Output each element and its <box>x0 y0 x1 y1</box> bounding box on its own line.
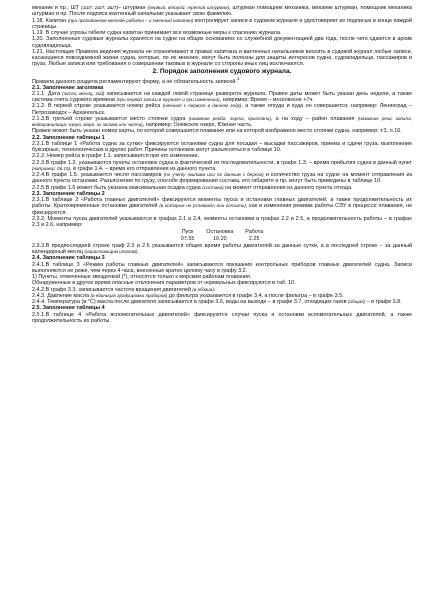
text-run: механик и пр.; ШТ <box>32 5 82 11</box>
text-run: 2.4.3. Давление масла <box>32 292 91 299</box>
text-run: , например: Время – московское +7ч. <box>219 97 314 104</box>
section-title: 2. Порядок заполнения судового журнала. <box>152 67 292 75</box>
paragraph <box>32 116 412 129</box>
text-run: 2.5.1.В таблице 4 «Работа вспомогательных двигателей» фиксируются случаи пуска и остановки вспомогательных двигателей, а также продолжительность их работы. <box>32 311 412 324</box>
italic-note: (при первой записи в журнале и при изменении) <box>116 97 220 103</box>
text-run: , в графе 1.4. – время его отправления из данного пункта. <box>70 165 217 172</box>
text-run: – в графе 3.8. <box>365 299 402 306</box>
subsection-heading: 2.4. Заполнение таблицы 3 <box>32 255 105 262</box>
example-table-column <box>206 229 233 242</box>
italic-note: (по учету экипажа или по данным с берега) <box>163 172 264 178</box>
table-value-cell: 2.25 <box>248 235 260 242</box>
text-run: 2.1.3.В третьей строке указывается место стоянки судна <box>32 115 189 122</box>
footnote-mark: 1 <box>236 75 240 81</box>
text-run: . <box>213 286 216 293</box>
italic-note: (общая) <box>347 299 366 305</box>
paragraph <box>32 216 412 229</box>
text-run: , например: Онежское озеро, Южная часть. <box>142 122 253 129</box>
paragraph <box>32 128 412 134</box>
paragraph <box>32 76 412 85</box>
text-run: 2.2.5.В графе 1.6 может быть указана максимальная осадка судна <box>32 184 203 191</box>
paragraph <box>32 103 412 116</box>
paragraph <box>32 312 412 325</box>
text-run: контролирует записи в судовом журнале и удостоверяет их подписью в конце каждой страницы. <box>32 17 412 30</box>
italic-note: (в об/мин) <box>192 286 214 292</box>
paragraph <box>32 172 412 185</box>
table-header-cell: Работа <box>245 229 264 236</box>
paragraph <box>32 18 412 31</box>
example-table-column <box>181 229 195 242</box>
paragraph <box>32 262 412 275</box>
text-run: 2.4.4. Температура (в °С) масла после двигателя записывается в графе 3.6, воды на выходе – в графе 3.7, отходящих газов <box>32 299 348 306</box>
text-run: 1) Пункты, отмеченные звездочкой (*), относятся только к морским районам плавания. <box>32 274 252 281</box>
table-value-cell: 07.55 <box>180 235 195 242</box>
text-run: и количество груза на судне на момент отправления из данного пункта остановки. Разъяснения по грузу, способе формирования состава, его габарите и пр. могут быть приведены в таблице 10. <box>32 172 412 185</box>
italic-note: (название рейда, порта, пристани) <box>188 115 271 121</box>
paragraph <box>32 5 412 18</box>
table-header-cell: Пуск <box>181 229 194 236</box>
text-run: 2.4.2.В графе 3.3. записывается частота вращения двигателей <box>32 286 193 293</box>
table-value-cell: 10.20 <box>213 235 227 242</box>
italic-note: (в которые не успевают они остыть) <box>159 203 246 209</box>
text-run: Обнаруженные в другое время опасные отклонения параметров от нормальных фиксируются в таб. 10. <box>32 280 296 287</box>
paragraph <box>32 141 412 154</box>
italic-note: (начиная с первого в данном году) <box>162 103 242 109</box>
text-run: 2.3.1.В таблице 2 «Работа главных двигателей» фиксируются моменты пуска и остановки главных двигателей, а также продолжительность их работы. Кратковременные остановки двигателей <box>32 197 412 210</box>
paragraph <box>32 160 412 173</box>
text-run: , а на ходу – район плавания <box>270 115 358 122</box>
text-run: 2.4.1.В таблице 3 «Режим работы главных двигателей» записываются показания контрольных приборов главных двигателей судна. Записи выполняются не реже, чем через 4 часа, внесенные кратно целому часу в графу 3.2. <box>32 261 412 274</box>
paragraph <box>32 36 412 49</box>
text-run: , а также откуда и куда он совершается, например: Ленинград – Петрозаводск – Архангельск. <box>32 103 412 116</box>
text-run: 2.3.2. Моменты пуска двигателей указываются в графах 2.1 и 2.4, моменты остановки в графах 2.2 и 2.5, а продолжительность работы – в графах 2.3 и 2.6, например: <box>32 215 412 229</box>
italic-note: (нарастающим итогом) <box>84 249 138 255</box>
italic-note: (например: 06.15) <box>32 165 71 171</box>
text-run: 1.20. Заполненные судовые журналы хранятся на судне на общих основаниях со служебной документацией два года, после чего сдаются в архив судовладельца. <box>32 36 412 49</box>
text-run: . <box>137 249 139 256</box>
example-table-column <box>245 229 263 242</box>
example-table <box>32 229 412 242</box>
table-header-cell: Остановка <box>206 229 234 236</box>
italic-note: (при прогаданном методе работы – и сменный капитан) <box>67 17 194 23</box>
subsection-heading: 2.3. Заполнение таблицы 2 <box>32 190 105 197</box>
text-run: 2.3.3.В предпоследней строке граф 2.3 и 2.6 указывается общее время работы двигателей за данные сутки, а в последней строке – за данный календарный месяц <box>32 242 412 256</box>
subsection-heading: 2.5. Заполнение таблицы 4 <box>32 305 105 312</box>
paragraph <box>32 243 412 256</box>
text-run: , штурман помощник механика, механик штурман, помощник механика штурман и пр. После подписи вахтенный начальник указывает свою фамилию. <box>32 5 413 18</box>
text-run: записывается на каждой левой странице разворота журнала. Правее даты может быть указан день недели, а также система счета судового времени <box>32 90 412 104</box>
text-run: 2.1.1. Дата <box>32 90 63 97</box>
text-run: на момент отправления из данного пункта отхода. <box>223 184 353 191</box>
text-run: Правее может быть указан номер карты, по которой совершается плавание или на которой изображено место стоянки судна, например: т.3, л.16. <box>32 128 402 135</box>
italic-note: (состава) <box>202 184 224 190</box>
text-run: до фильтра указывается в графе 3.4, а после фильтра – в графе 3.5. <box>167 292 344 299</box>
italic-note: (число, месяц, год) <box>62 90 105 96</box>
text-run: – штурман <box>118 5 148 11</box>
paragraph <box>32 91 412 104</box>
text-run: 2.2.1.В таблице 1 «Работа судна за сутки» фиксируются остановки судна для посадки – высадки пассажиров, приема и сдачи груза, выполнение буксирных, технологических и других работ. Причины остановок могут разъясняться в таблице 10. <box>32 140 412 154</box>
text-run: Правила данного раздела регламентируют форму, а не обязательность записей. <box>32 78 237 85</box>
text-run: 2.2.2. Номер рейса в графе 1.1. записывается при его изменении. <box>32 153 199 160</box>
text-run: 2.2.4.В графе 1.5. указывается число пассажиров <box>32 172 164 179</box>
italic-note: (название реки, канала, водохранилища, озера, моря, их залива или части) <box>32 115 412 128</box>
subsection-heading: 2.1. Заполнение заголовка <box>32 84 104 91</box>
italic-note: (в единицах градуировки приборов) <box>90 292 168 298</box>
italic-note: (первый, второй, третий штурман) <box>147 5 230 10</box>
text-run: 2.2.3.В графе 1.2. указываются пункты остановок судна в фактической их последовательности, в графе 1.3. – время прибытия судна в данный пункт <box>32 159 412 166</box>
paragraph <box>32 197 412 216</box>
text-run: 2.1.2. В первой строке указывается номер рейса <box>32 103 163 110</box>
italic-note: (1ШТ, 2ШТ, 3ШТ) <box>81 5 119 10</box>
subsection-heading: 2.2. Заполнение таблицы 1 <box>32 134 105 141</box>
text-run: 1.21. Настоящие Правила ведения журнала не ограничивают в правах капитана и вахтенных начальников вносить в судовой журнал любые записи, касающиеся повседневной жизни судна, которые, по их мнению, могут быть полезны для защиты интересов судна, судовладельца, пассажиров и груза. Любые записи или требования о совершении таковых в журнале со стороны иных лиц исключаются. <box>32 48 412 68</box>
text-run: , как и изменения режима работы СЭУ в процессе плавания, не фиксируются. <box>32 203 413 216</box>
paragraph <box>32 49 412 68</box>
text-run: 1.19. В случае угрозы гибели судна капитан принимает все возможные меры к спасению журнала. <box>32 30 282 36</box>
text-run: 1.18. Капитан <box>32 17 68 24</box>
